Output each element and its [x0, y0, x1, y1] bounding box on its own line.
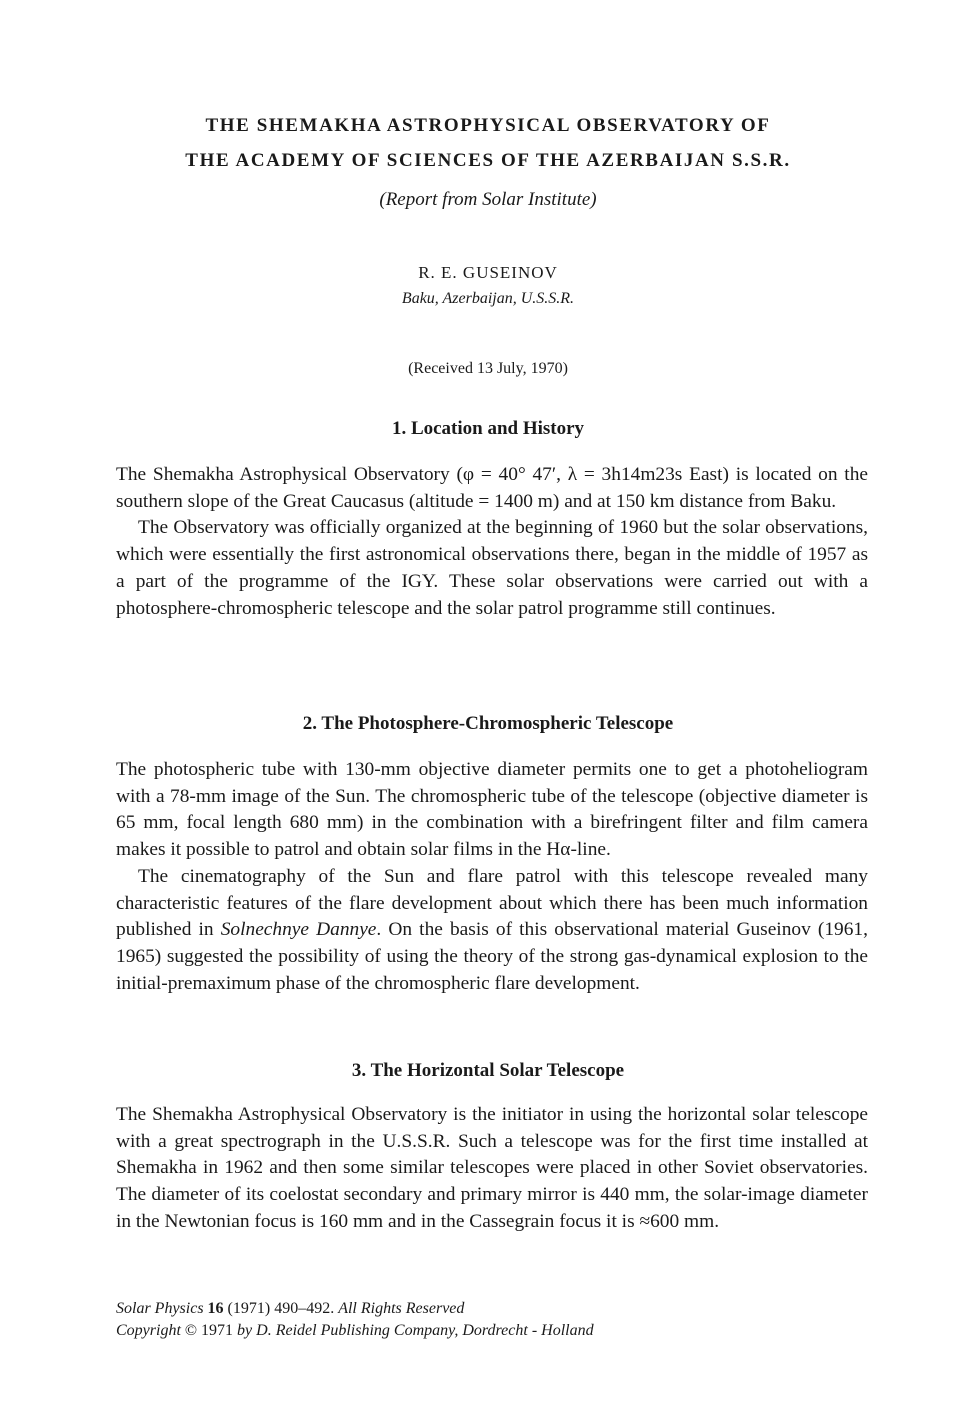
copyright-line — [116, 1320, 594, 1342]
paragraph-text: . On the basis of this observational material Guseinov (1961, 1965) suggested the possibility of using the theory of the strong gas-dynamical explosion to the initial-premaximum phase of the chromospheric flare development. — [116, 919, 868, 994]
copyright-year: © 1971 — [184, 1322, 234, 1339]
paragraph: The Observatory was officially organized at the beginning of 1960 but the solar observations, which were essentially the first astronomical observations there, began in the middle of 1957 as a part of the programme of the IGY. These solar observations were carried out with a photosphere-chromospheric telescope and the solar patrol programme still continues. — [116, 517, 868, 619]
paragraph — [116, 864, 868, 998]
paper-title-line-2: THE ACADEMY OF SCIENCES OF THE AZERBAIJAN S.S.R. — [185, 150, 791, 171]
section-body-1 — [116, 462, 868, 622]
paragraph: The Shemakha Astrophysical Observatory (φ = 40° 47′, λ = 3h14m23s East) is located on the southern slope of the Great Caucasus (altitude = 1400 m) and at 150 km distance from Baku. — [116, 464, 868, 512]
page-footer — [116, 1298, 594, 1342]
section-heading-3: 3. The Horizontal Solar Telescope — [351, 1060, 625, 1081]
paragraph-text: The cinematography of the Sun and flare patrol with this telescope revealed many characteristic features of the flare development about which there has been much information published in — [116, 865, 868, 941]
paper-title-line-1: THE SHEMAKHA ASTROPHYSICAL OBSERVATORY OF — [205, 115, 771, 136]
author-name: R. E. GUSEINOV — [418, 263, 558, 282]
section-body-2 — [116, 757, 868, 997]
journal-volume: 16 — [207, 1300, 224, 1317]
journal-reference: Solnechnye Dannye — [220, 919, 377, 941]
author-affiliation: Baku, Azerbaijan, U.S.S.R. — [401, 290, 575, 307]
section-heading-2: 2. The Photosphere-Chromospheric Telescope — [302, 713, 674, 734]
journal-name: Solar Physics — [116, 1300, 204, 1317]
received-date: (Received 13 July, 1970) — [408, 360, 568, 377]
paper-subtitle: (Report from Solar Institute) — [379, 189, 597, 210]
journal-pages: (1971) 490–492. — [227, 1300, 335, 1317]
rights-text: All Rights Reserved — [338, 1300, 465, 1317]
section-body-3 — [116, 1102, 868, 1236]
publisher: by D. Reidel Publishing Company, Dordrecht - Holland — [237, 1322, 594, 1339]
section-heading-1: 1. Location and History — [391, 418, 585, 439]
copyright-word: Copyright — [116, 1322, 181, 1339]
citation-line — [116, 1298, 594, 1320]
paragraph: The Shemakha Astrophysical Observatory is the initiator in using the horizontal solar telescope with a great spectrograph in the U.S.S.R. Such a telescope was for the first time installed at Shemakha in 1962 and then some similar telescopes were placed in other Soviet observatories. The diameter of its coelostat secondary and primary mirror is 440 mm, the solar-image diameter in the Newtonian focus is 160 mm and in the Cassegrain focus it is ≈600 mm. — [116, 1104, 868, 1232]
paragraph: The photospheric tube with 130-mm objective diameter permits one to get a photoheliogram with a 78-mm image of the Sun. The chromospheric tube of the telescope (objective diameter is 65 mm, focal length 680 mm) in the combination with a birefringent filter and film camera makes it possible to patrol and obtain solar films in the Hα-line. — [116, 759, 868, 861]
